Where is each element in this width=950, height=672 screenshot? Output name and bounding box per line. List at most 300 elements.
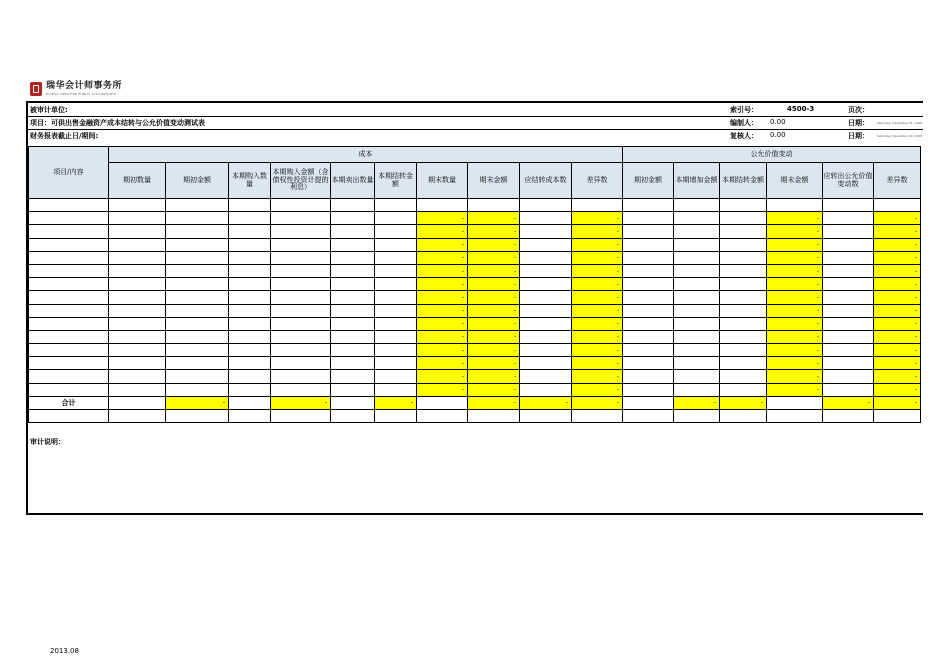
table-cell[interactable] — [623, 317, 674, 330]
table-cell[interactable]: - — [874, 212, 921, 225]
table-cell[interactable] — [375, 370, 417, 383]
table-cell[interactable] — [375, 383, 417, 396]
table-cell[interactable] — [720, 410, 767, 423]
table-cell[interactable] — [166, 357, 229, 370]
table-cell[interactable] — [229, 304, 271, 317]
table-cell[interactable] — [109, 278, 166, 291]
table-cell[interactable] — [623, 251, 674, 264]
table-cell[interactable] — [520, 278, 572, 291]
table-cell[interactable] — [271, 357, 331, 370]
table-cell[interactable] — [29, 212, 109, 225]
table-cell[interactable] — [229, 410, 271, 423]
table-cell[interactable]: - — [520, 396, 572, 409]
table-cell[interactable]: - — [417, 383, 468, 396]
table-cell[interactable] — [767, 410, 823, 423]
table-cell[interactable] — [720, 212, 767, 225]
table-cell[interactable] — [375, 344, 417, 357]
table-cell[interactable] — [166, 225, 229, 238]
table-cell[interactable] — [166, 251, 229, 264]
table-cell[interactable]: - — [874, 278, 921, 291]
table-cell[interactable]: - — [767, 304, 823, 317]
table-cell[interactable]: - — [468, 344, 520, 357]
table-cell[interactable]: - — [417, 251, 468, 264]
table-cell[interactable] — [720, 199, 767, 212]
table-cell[interactable] — [29, 278, 109, 291]
table-cell[interactable]: - — [572, 396, 623, 409]
table-cell[interactable] — [623, 238, 674, 251]
table-cell[interactable] — [520, 383, 572, 396]
table-cell[interactable] — [29, 410, 109, 423]
table-cell[interactable] — [331, 251, 375, 264]
table-cell[interactable]: - — [468, 278, 520, 291]
table-cell[interactable]: - — [468, 330, 520, 343]
table-cell[interactable] — [375, 357, 417, 370]
table-cell[interactable] — [417, 396, 468, 409]
table-cell[interactable] — [166, 410, 229, 423]
table-cell[interactable] — [229, 291, 271, 304]
table-cell[interactable]: - — [572, 238, 623, 251]
table-cell[interactable] — [623, 264, 674, 277]
table-cell[interactable]: - — [572, 344, 623, 357]
table-cell[interactable]: - — [874, 344, 921, 357]
table-cell[interactable] — [674, 344, 720, 357]
table-cell[interactable]: - — [417, 330, 468, 343]
table-cell[interactable] — [674, 357, 720, 370]
table-cell[interactable] — [109, 344, 166, 357]
table-cell[interactable]: - — [874, 330, 921, 343]
table-cell[interactable]: - — [874, 264, 921, 277]
table-cell[interactable] — [271, 238, 331, 251]
table-cell[interactable] — [229, 344, 271, 357]
table-cell[interactable]: - — [468, 317, 520, 330]
table-row — [29, 238, 921, 251]
table-cell[interactable] — [229, 357, 271, 370]
table-cell[interactable] — [109, 330, 166, 343]
table-cell[interactable] — [520, 410, 572, 423]
table-cell[interactable] — [375, 264, 417, 277]
table-cell[interactable] — [271, 225, 331, 238]
table-cell[interactable] — [109, 199, 166, 212]
table-cell[interactable] — [375, 199, 417, 212]
table-cell[interactable]: - — [767, 264, 823, 277]
table-cell[interactable] — [623, 330, 674, 343]
table-cell[interactable] — [823, 238, 874, 251]
table-cell[interactable] — [331, 410, 375, 423]
table-cell[interactable] — [229, 370, 271, 383]
table-cell[interactable] — [229, 225, 271, 238]
table-cell[interactable] — [29, 251, 109, 264]
table-cell[interactable] — [166, 383, 229, 396]
table-cell[interactable] — [271, 264, 331, 277]
table-cell[interactable] — [29, 357, 109, 370]
table-cell[interactable] — [823, 344, 874, 357]
table-cell[interactable]: - — [874, 251, 921, 264]
table-cell[interactable] — [29, 383, 109, 396]
table-cell[interactable] — [767, 396, 823, 409]
table-cell[interactable] — [166, 278, 229, 291]
table-cell[interactable] — [29, 317, 109, 330]
table-cell[interactable]: - — [572, 251, 623, 264]
table-cell[interactable]: - — [468, 225, 520, 238]
table-cell[interactable]: - — [767, 291, 823, 304]
table-cell[interactable] — [375, 238, 417, 251]
table-cell[interactable] — [720, 383, 767, 396]
table-cell[interactable] — [109, 357, 166, 370]
group-cost-header: 成本 — [109, 147, 623, 163]
table-cell[interactable] — [767, 199, 823, 212]
table-cell[interactable] — [623, 212, 674, 225]
table-cell[interactable]: - — [767, 370, 823, 383]
table-cell[interactable] — [720, 278, 767, 291]
table-cell[interactable] — [468, 199, 520, 212]
table-cell[interactable] — [520, 304, 572, 317]
table-cell[interactable]: - — [468, 383, 520, 396]
table-cell[interactable] — [623, 225, 674, 238]
table-cell[interactable] — [674, 370, 720, 383]
table-cell[interactable]: - — [767, 317, 823, 330]
table-cell[interactable]: - — [468, 370, 520, 383]
table-cell[interactable] — [520, 291, 572, 304]
table-cell[interactable]: - — [874, 291, 921, 304]
table-cell[interactable]: - — [572, 291, 623, 304]
table-cell[interactable]: - — [767, 225, 823, 238]
table-cell[interactable]: - — [674, 396, 720, 409]
table-cell[interactable] — [375, 278, 417, 291]
table-cell[interactable]: - — [417, 344, 468, 357]
table-cell[interactable] — [520, 344, 572, 357]
table-cell[interactable] — [375, 410, 417, 423]
table-cell[interactable] — [623, 291, 674, 304]
table-cell[interactable]: - — [572, 304, 623, 317]
table-cell[interactable] — [229, 199, 271, 212]
table-cell[interactable]: - — [468, 264, 520, 277]
table-cell[interactable] — [29, 238, 109, 251]
table-cell[interactable] — [823, 278, 874, 291]
table-cell[interactable]: - — [572, 212, 623, 225]
table-cell[interactable] — [823, 304, 874, 317]
table-cell[interactable]: - — [417, 370, 468, 383]
table-cell[interactable]: - — [874, 357, 921, 370]
table-cell[interactable] — [720, 291, 767, 304]
table-cell[interactable] — [874, 410, 921, 423]
col-header: 应转出公允价值变动数 — [823, 163, 874, 199]
table-cell[interactable] — [674, 238, 720, 251]
table-cell[interactable] — [720, 330, 767, 343]
table-cell[interactable] — [417, 410, 468, 423]
table-cell[interactable] — [520, 212, 572, 225]
table-cell[interactable]: - — [166, 396, 229, 409]
table-cell[interactable] — [229, 396, 271, 409]
table-cell[interactable] — [331, 396, 375, 409]
col-header: 期初金额 — [166, 163, 229, 199]
table-cell[interactable] — [375, 317, 417, 330]
table-cell[interactable] — [720, 251, 767, 264]
table-cell[interactable] — [520, 370, 572, 383]
table-cell[interactable]: - — [767, 383, 823, 396]
table-cell[interactable] — [229, 383, 271, 396]
table-cell[interactable] — [623, 357, 674, 370]
table-cell[interactable] — [823, 330, 874, 343]
table-cell[interactable] — [109, 383, 166, 396]
table-cell[interactable] — [417, 199, 468, 212]
table-cell[interactable] — [674, 212, 720, 225]
table-cell[interactable] — [720, 238, 767, 251]
table-cell[interactable] — [674, 304, 720, 317]
table-cell[interactable]: - — [767, 344, 823, 357]
table-cell[interactable]: - — [417, 304, 468, 317]
table-cell[interactable] — [572, 410, 623, 423]
table-cell[interactable] — [823, 317, 874, 330]
table-cell[interactable]: - — [417, 291, 468, 304]
table-cell[interactable]: - — [767, 238, 823, 251]
table-cell[interactable] — [331, 330, 375, 343]
table-cell[interactable] — [375, 330, 417, 343]
table-cell[interactable]: - — [468, 238, 520, 251]
table-cell[interactable]: - — [767, 251, 823, 264]
table-cell[interactable] — [520, 199, 572, 212]
table-cell[interactable] — [29, 370, 109, 383]
table-cell[interactable] — [166, 238, 229, 251]
table-cell[interactable] — [720, 225, 767, 238]
table-cell[interactable] — [229, 251, 271, 264]
table-cell[interactable] — [674, 383, 720, 396]
table-cell[interactable] — [623, 370, 674, 383]
table-cell[interactable] — [229, 238, 271, 251]
table-cell[interactable] — [271, 344, 331, 357]
total-label[interactable]: 合计 — [29, 396, 109, 409]
table-cell[interactable]: - — [767, 357, 823, 370]
table-cell[interactable]: - — [468, 212, 520, 225]
table-cell[interactable]: - — [572, 225, 623, 238]
table-cell[interactable]: - — [417, 225, 468, 238]
table-cell[interactable] — [520, 238, 572, 251]
table-cell[interactable] — [109, 238, 166, 251]
table-cell[interactable] — [720, 344, 767, 357]
table-cell[interactable]: - — [468, 357, 520, 370]
table-cell[interactable] — [166, 264, 229, 277]
preparer-label: 编制人： — [730, 119, 758, 127]
table-cell[interactable]: - — [720, 396, 767, 409]
table-cell[interactable] — [271, 251, 331, 264]
table-cell[interactable] — [29, 304, 109, 317]
table-cell[interactable] — [331, 238, 375, 251]
table-cell[interactable] — [331, 291, 375, 304]
table-cell[interactable] — [823, 357, 874, 370]
table-cell[interactable] — [520, 264, 572, 277]
table-cell[interactable] — [823, 370, 874, 383]
table-cell[interactable] — [468, 410, 520, 423]
table-cell[interactable]: - — [417, 264, 468, 277]
table-cell[interactable] — [271, 199, 331, 212]
table-cell[interactable] — [331, 278, 375, 291]
table-cell[interactable] — [375, 304, 417, 317]
table-cell[interactable] — [229, 330, 271, 343]
table-cell[interactable] — [674, 199, 720, 212]
table-cell[interactable] — [29, 344, 109, 357]
table-cell[interactable]: - — [417, 357, 468, 370]
table-cell[interactable] — [29, 225, 109, 238]
table-cell[interactable] — [331, 199, 375, 212]
table-cell[interactable] — [229, 212, 271, 225]
table-cell[interactable] — [109, 291, 166, 304]
table-cell[interactable] — [375, 291, 417, 304]
table-cell[interactable]: - — [767, 278, 823, 291]
table-cell[interactable]: - — [874, 304, 921, 317]
table-cell[interactable]: - — [874, 238, 921, 251]
table-cell[interactable] — [720, 264, 767, 277]
table-cell[interactable] — [674, 251, 720, 264]
table-cell[interactable] — [271, 278, 331, 291]
table-cell[interactable] — [271, 410, 331, 423]
table-cell[interactable] — [331, 225, 375, 238]
table-cell[interactable] — [823, 251, 874, 264]
table-cell[interactable] — [674, 278, 720, 291]
table-cell[interactable] — [331, 344, 375, 357]
table-cell[interactable] — [166, 199, 229, 212]
table-row — [29, 212, 921, 225]
table-cell[interactable]: - — [767, 212, 823, 225]
table-cell[interactable] — [109, 317, 166, 330]
table-cell[interactable] — [109, 225, 166, 238]
table-cell[interactable] — [166, 304, 229, 317]
table-cell[interactable] — [823, 264, 874, 277]
table-cell[interactable]: - — [417, 278, 468, 291]
table-cell[interactable] — [823, 291, 874, 304]
table-cell[interactable]: - — [417, 212, 468, 225]
table-cell[interactable] — [271, 330, 331, 343]
page-label: 页次： — [848, 106, 869, 114]
table-cell[interactable]: - — [874, 317, 921, 330]
table-cell[interactable] — [229, 278, 271, 291]
table-cell[interactable] — [375, 225, 417, 238]
table-cell[interactable] — [109, 251, 166, 264]
table-cell[interactable] — [331, 317, 375, 330]
table-cell[interactable] — [520, 225, 572, 238]
table-cell[interactable] — [520, 330, 572, 343]
table-cell[interactable] — [623, 304, 674, 317]
table-cell[interactable] — [331, 212, 375, 225]
table-cell[interactable] — [166, 291, 229, 304]
workpaper-sheet — [26, 101, 923, 515]
table-cell[interactable]: - — [375, 396, 417, 409]
table-cell[interactable] — [375, 251, 417, 264]
table-cell[interactable] — [166, 344, 229, 357]
table-cell[interactable] — [623, 396, 674, 409]
table-cell[interactable] — [109, 396, 166, 409]
table-cell[interactable] — [109, 264, 166, 277]
table-cell[interactable] — [331, 304, 375, 317]
table-cell[interactable]: - — [874, 370, 921, 383]
table-cell[interactable] — [823, 383, 874, 396]
table-cell[interactable] — [166, 330, 229, 343]
auditee-label: 被审计单位: — [30, 106, 68, 114]
table-cell[interactable]: - — [572, 383, 623, 396]
table-cell[interactable]: - — [417, 238, 468, 251]
table-cell[interactable] — [375, 212, 417, 225]
table-cell[interactable] — [29, 291, 109, 304]
table-cell[interactable] — [623, 410, 674, 423]
table-row — [29, 383, 921, 396]
table-cell[interactable] — [271, 212, 331, 225]
table-cell[interactable]: - — [468, 396, 520, 409]
table-cell[interactable] — [520, 251, 572, 264]
table-cell[interactable] — [166, 317, 229, 330]
table-cell[interactable] — [720, 304, 767, 317]
table-cell[interactable]: - — [572, 317, 623, 330]
table-cell[interactable] — [109, 212, 166, 225]
table-cell[interactable]: - — [572, 330, 623, 343]
table-cell[interactable]: - — [468, 291, 520, 304]
table-cell[interactable] — [109, 410, 166, 423]
table-cell[interactable] — [271, 291, 331, 304]
table-cell[interactable]: - — [572, 264, 623, 277]
table-cell[interactable] — [674, 264, 720, 277]
table-cell[interactable] — [674, 410, 720, 423]
table-cell[interactable] — [674, 225, 720, 238]
table-cell[interactable]: - — [823, 396, 874, 409]
table-cell[interactable] — [229, 317, 271, 330]
table-cell[interactable] — [720, 317, 767, 330]
table-cell[interactable]: - — [767, 330, 823, 343]
table-cell[interactable] — [29, 264, 109, 277]
table-cell[interactable] — [874, 199, 921, 212]
table-cell[interactable] — [674, 291, 720, 304]
table-cell[interactable]: - — [572, 357, 623, 370]
table-cell[interactable] — [109, 370, 166, 383]
table-cell[interactable]: - — [468, 304, 520, 317]
table-cell[interactable] — [823, 212, 874, 225]
table-cell[interactable] — [331, 264, 375, 277]
table-cell[interactable]: - — [417, 317, 468, 330]
table-cell[interactable] — [29, 199, 109, 212]
table-cell[interactable] — [623, 344, 674, 357]
table-cell[interactable] — [520, 317, 572, 330]
table-cell[interactable] — [520, 357, 572, 370]
table-cell[interactable] — [623, 383, 674, 396]
table-cell[interactable]: - — [271, 396, 331, 409]
table-cell[interactable] — [166, 370, 229, 383]
table-cell[interactable] — [331, 357, 375, 370]
table-cell[interactable]: - — [572, 370, 623, 383]
table-cell[interactable]: - — [468, 251, 520, 264]
table-cell[interactable] — [823, 410, 874, 423]
table-cell[interactable]: - — [874, 383, 921, 396]
table-cell[interactable]: - — [874, 396, 921, 409]
table-cell[interactable] — [674, 330, 720, 343]
table-cell[interactable] — [331, 370, 375, 383]
table-cell[interactable] — [623, 278, 674, 291]
table-cell[interactable] — [823, 199, 874, 212]
table-cell[interactable] — [674, 317, 720, 330]
table-cell[interactable] — [720, 370, 767, 383]
table-cell[interactable] — [109, 304, 166, 317]
table-cell[interactable] — [331, 383, 375, 396]
table-cell[interactable] — [271, 370, 331, 383]
table-cell[interactable] — [623, 199, 674, 212]
table-row — [29, 370, 921, 383]
table-cell[interactable] — [271, 383, 331, 396]
table-cell[interactable] — [166, 212, 229, 225]
table-cell[interactable] — [229, 264, 271, 277]
table-cell[interactable] — [823, 225, 874, 238]
table-cell[interactable]: - — [874, 225, 921, 238]
table-cell[interactable] — [572, 199, 623, 212]
table-cell[interactable]: - — [572, 278, 623, 291]
table-cell[interactable] — [271, 304, 331, 317]
table-cell[interactable] — [720, 357, 767, 370]
table-cell[interactable] — [29, 330, 109, 343]
table-cell[interactable] — [271, 317, 331, 330]
